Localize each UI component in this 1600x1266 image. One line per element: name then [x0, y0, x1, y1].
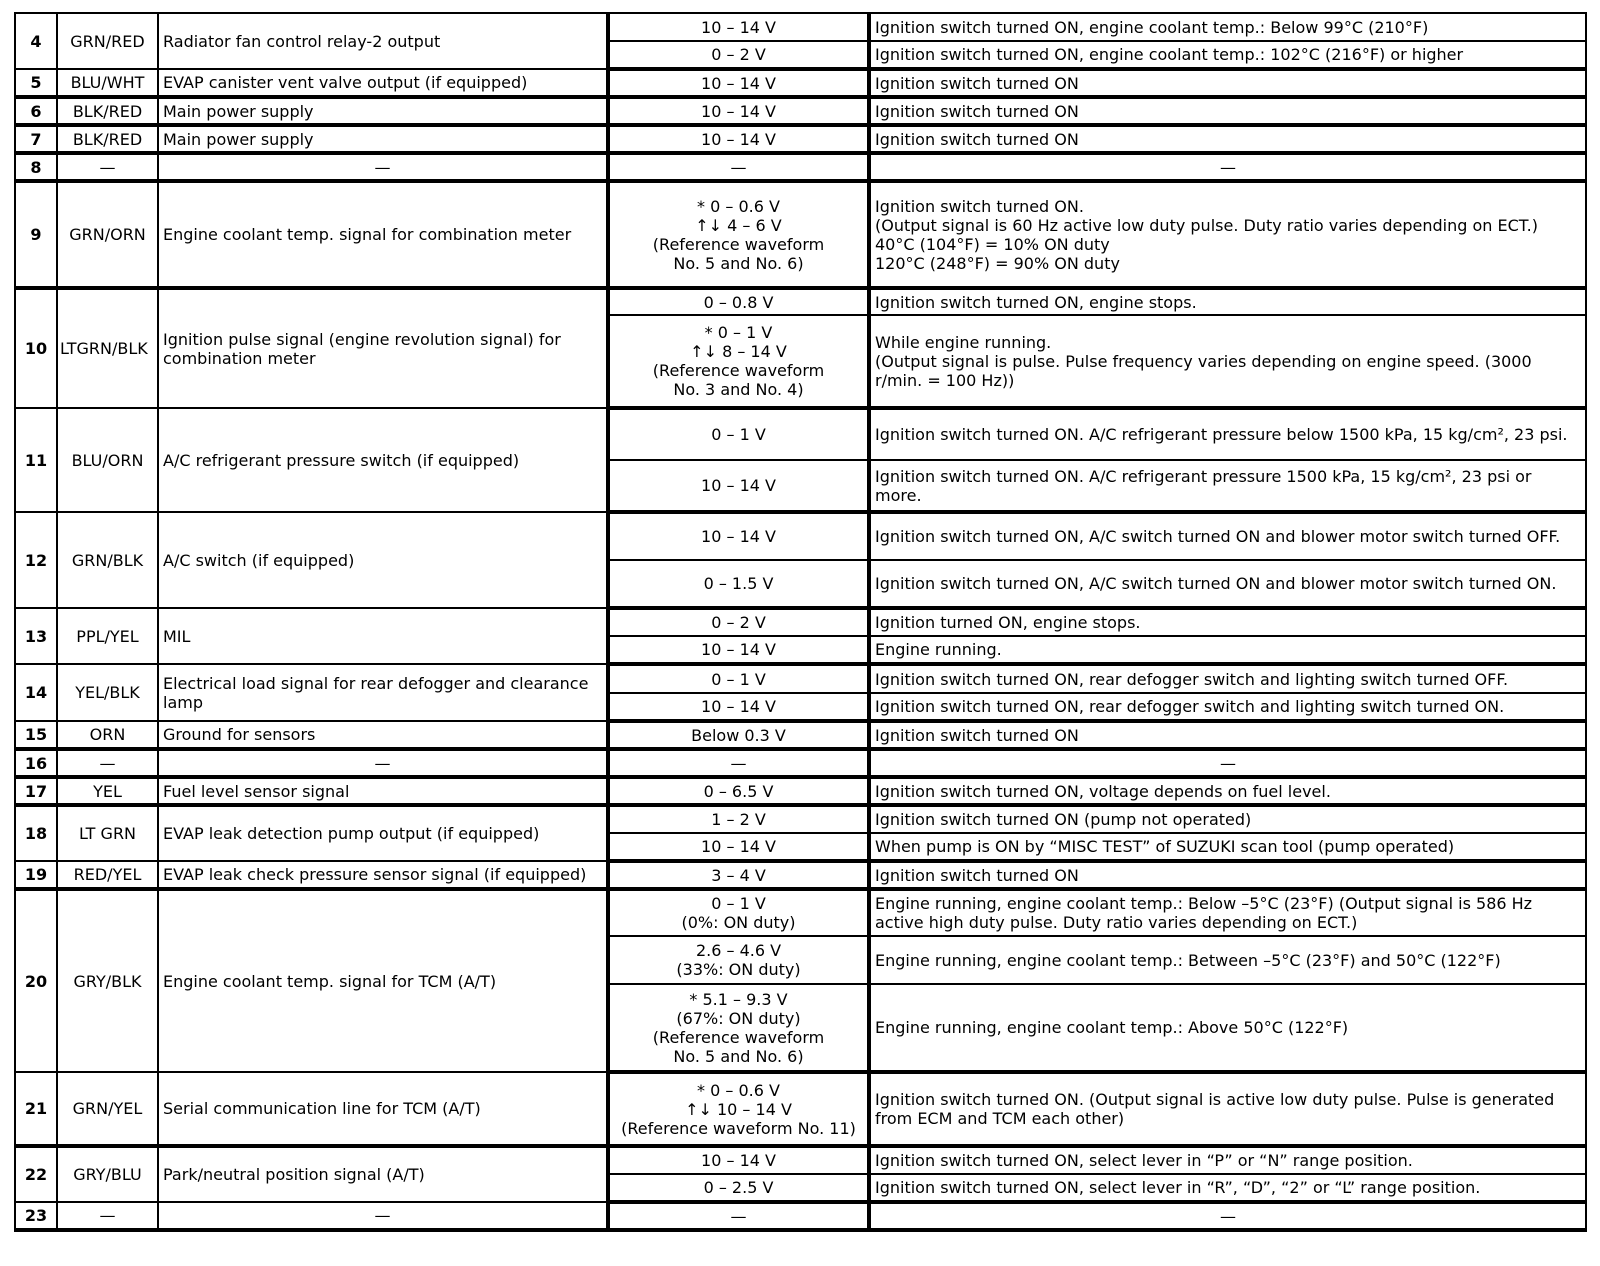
normal-voltage: 10 – 14 V: [608, 1146, 869, 1174]
circuit-description: Park/neutral position signal (A/T): [158, 1146, 608, 1202]
ecm-terminal-table: [14, 12, 1587, 1232]
terminal-number: 7: [15, 125, 57, 153]
table-row: [15, 1202, 1586, 1230]
table-row: [15, 153, 1586, 181]
normal-voltage: —: [608, 153, 869, 181]
normal-voltage: 2.6 – 4.6 V (33%: ON duty): [608, 936, 869, 984]
terminal-number: 18: [15, 805, 57, 861]
wire-color: LTGRN/BLK: [57, 288, 158, 408]
table-row: [15, 861, 1586, 889]
condition: Ignition switch turned ON. A/C refrigerant pressure 1500 kPa, 15 kg/cm², 23 psi or more.: [869, 460, 1586, 512]
table-row: [15, 749, 1586, 777]
condition: When pump is ON by “MISC TEST” of SUZUKI scan tool (pump operated): [869, 833, 1586, 861]
condition: Engine running, engine coolant temp.: Below –5°C (23°F) (Output signal is 586 Hz active high duty pulse. Duty ratio varies depending on ECT.): [869, 889, 1586, 936]
circuit-description: Radiator fan control relay-2 output: [158, 13, 608, 69]
condition: Engine running, engine coolant temp.: Above 50°C (122°F): [869, 984, 1586, 1072]
wire-color: RED/YEL: [57, 861, 158, 889]
condition: Ignition switch turned ON (pump not operated): [869, 805, 1586, 833]
condition: Ignition switch turned ON, A/C switch turned ON and blower motor switch turned OFF.: [869, 512, 1586, 560]
circuit-description: A/C refrigerant pressure switch (if equipped): [158, 408, 608, 512]
wire-color: GRY/BLU: [57, 1146, 158, 1202]
table-row: [15, 181, 1586, 288]
circuit-description: A/C switch (if equipped): [158, 512, 608, 608]
wire-color: —: [57, 1202, 158, 1230]
normal-voltage: 10 – 14 V: [608, 693, 869, 721]
wire-color: BLK/RED: [57, 125, 158, 153]
table-body: [15, 13, 1586, 1230]
table-row: [15, 889, 1586, 936]
normal-voltage: 0 – 2.5 V: [608, 1174, 869, 1202]
circuit-description: Serial communication line for TCM (A/T): [158, 1072, 608, 1146]
condition: —: [869, 749, 1586, 777]
normal-voltage: * 0 – 1 V ↑↓ 8 – 14 V (Reference waveform No. 3 and No. 4): [608, 315, 869, 408]
terminal-number: 5: [15, 69, 57, 97]
condition: Ignition switch turned ON, voltage depends on fuel level.: [869, 777, 1586, 805]
condition: Ignition switch turned ON: [869, 861, 1586, 889]
wire-color: GRN/RED: [57, 13, 158, 69]
condition: Ignition switch turned ON, engine coolant temp.: 102°C (216°F) or higher: [869, 41, 1586, 69]
wire-color: BLK/RED: [57, 97, 158, 125]
condition: Ignition switch turned ON. A/C refrigerant pressure below 1500 kPa, 15 kg/cm², 23 psi.: [869, 408, 1586, 460]
terminal-number: 17: [15, 777, 57, 805]
condition: Ignition switch turned ON, A/C switch turned ON and blower motor switch turned ON.: [869, 560, 1586, 608]
table-row: [15, 608, 1586, 636]
terminal-number: 22: [15, 1146, 57, 1202]
circuit-description: —: [158, 749, 608, 777]
normal-voltage: 10 – 14 V: [608, 97, 869, 125]
normal-voltage: * 0 – 0.6 V ↑↓ 4 – 6 V (Reference waveform No. 5 and No. 6): [608, 181, 869, 288]
table-row: [15, 288, 1586, 315]
wire-color: BLU/ORN: [57, 408, 158, 512]
normal-voltage: 10 – 14 V: [608, 13, 869, 41]
wire-color: —: [57, 749, 158, 777]
table-row: [15, 1146, 1586, 1174]
condition: —: [869, 1202, 1586, 1230]
condition: Ignition switch turned ON: [869, 125, 1586, 153]
table-row: [15, 512, 1586, 560]
circuit-description: Main power supply: [158, 125, 608, 153]
normal-voltage: Below 0.3 V: [608, 721, 869, 749]
table-row: [15, 97, 1586, 125]
normal-voltage: 0 – 1.5 V: [608, 560, 869, 608]
table-row: [15, 805, 1586, 833]
condition: Ignition turned ON, engine stops.: [869, 608, 1586, 636]
normal-voltage: 0 – 0.8 V: [608, 288, 869, 315]
normal-voltage: 3 – 4 V: [608, 861, 869, 889]
terminal-number: 12: [15, 512, 57, 608]
terminal-number: 11: [15, 408, 57, 512]
terminal-number: 15: [15, 721, 57, 749]
wire-color: PPL/YEL: [57, 608, 158, 664]
normal-voltage: 10 – 14 V: [608, 69, 869, 97]
terminal-number: 10: [15, 288, 57, 408]
normal-voltage: —: [608, 1202, 869, 1230]
condition: Ignition switch turned ON: [869, 97, 1586, 125]
terminal-number: 8: [15, 153, 57, 181]
circuit-description: Fuel level sensor signal: [158, 777, 608, 805]
condition: While engine running. (Output signal is pulse. Pulse frequency varies depending on engine speed. (3000 r/min. = 100 Hz)): [869, 315, 1586, 408]
table-row: [15, 125, 1586, 153]
circuit-description: EVAP leak detection pump output (if equipped): [158, 805, 608, 861]
condition: Ignition switch turned ON: [869, 69, 1586, 97]
condition: Ignition switch turned ON, engine stops.: [869, 288, 1586, 315]
terminal-number: 23: [15, 1202, 57, 1230]
normal-voltage: 0 – 6.5 V: [608, 777, 869, 805]
condition: Ignition switch turned ON, select lever in “P” or “N” range position.: [869, 1146, 1586, 1174]
circuit-description: Main power supply: [158, 97, 608, 125]
condition: Ignition switch turned ON, select lever in “R”, “D”, “2” or “L” range position.: [869, 1174, 1586, 1202]
circuit-description: MIL: [158, 608, 608, 664]
condition: —: [869, 153, 1586, 181]
circuit-description: Engine coolant temp. signal for TCM (A/T): [158, 889, 608, 1072]
circuit-description: —: [158, 153, 608, 181]
wire-color: GRN/BLK: [57, 512, 158, 608]
terminal-number: 4: [15, 13, 57, 69]
table-row: [15, 408, 1586, 460]
circuit-description: —: [158, 1202, 608, 1230]
normal-voltage: 10 – 14 V: [608, 460, 869, 512]
normal-voltage: 10 – 14 V: [608, 636, 869, 664]
table-row: [15, 13, 1586, 41]
normal-voltage: * 5.1 – 9.3 V (67%: ON duty) (Reference waveform No. 5 and No. 6): [608, 984, 869, 1072]
terminal-number: 13: [15, 608, 57, 664]
circuit-description: EVAP canister vent valve output (if equipped): [158, 69, 608, 97]
wire-color: YEL: [57, 777, 158, 805]
normal-voltage: 0 – 1 V: [608, 408, 869, 460]
circuit-description: Electrical load signal for rear defogger and clearance lamp: [158, 664, 608, 721]
normal-voltage: 10 – 14 V: [608, 512, 869, 560]
table-row: [15, 1072, 1586, 1146]
terminal-number: 14: [15, 664, 57, 721]
condition: Ignition switch turned ON, rear defogger switch and lighting switch turned ON.: [869, 693, 1586, 721]
table-row: [15, 721, 1586, 749]
normal-voltage: 10 – 14 V: [608, 833, 869, 861]
normal-voltage: 0 – 1 V (0%: ON duty): [608, 889, 869, 936]
table-row: [15, 69, 1586, 97]
wire-color: GRN/YEL: [57, 1072, 158, 1146]
circuit-description: EVAP leak check pressure sensor signal (if equipped): [158, 861, 608, 889]
terminal-number: 20: [15, 889, 57, 1072]
wire-color: LT GRN: [57, 805, 158, 861]
normal-voltage: 0 – 1 V: [608, 664, 869, 693]
normal-voltage: 0 – 2 V: [608, 608, 869, 636]
normal-voltage: * 0 – 0.6 V ↑↓ 10 – 14 V (Reference waveform No. 11): [608, 1072, 869, 1146]
condition: Engine running.: [869, 636, 1586, 664]
condition: Ignition switch turned ON, engine coolant temp.: Below 99°C (210°F): [869, 13, 1586, 41]
terminal-number: 16: [15, 749, 57, 777]
wire-color: ORN: [57, 721, 158, 749]
wire-color: BLU/WHT: [57, 69, 158, 97]
wire-color: GRN/ORN: [57, 181, 158, 288]
terminal-number: 21: [15, 1072, 57, 1146]
wire-color: GRY/BLK: [57, 889, 158, 1072]
terminal-number: 6: [15, 97, 57, 125]
circuit-description: Ignition pulse signal (engine revolution signal) for combination meter: [158, 288, 608, 408]
normal-voltage: 0 – 2 V: [608, 41, 869, 69]
normal-voltage: 1 – 2 V: [608, 805, 869, 833]
condition: Ignition switch turned ON. (Output signal is active low duty pulse. Pulse is generated from ECM and TCM each other): [869, 1072, 1586, 1146]
table-row: [15, 777, 1586, 805]
circuit-description: Engine coolant temp. signal for combination meter: [158, 181, 608, 288]
wire-color: YEL/BLK: [57, 664, 158, 721]
condition: Engine running, engine coolant temp.: Between –5°C (23°F) and 50°C (122°F): [869, 936, 1586, 984]
circuit-description: Ground for sensors: [158, 721, 608, 749]
terminal-number: 9: [15, 181, 57, 288]
table-row: [15, 664, 1586, 693]
terminal-number: 19: [15, 861, 57, 889]
condition: Ignition switch turned ON: [869, 721, 1586, 749]
condition: Ignition switch turned ON, rear defogger switch and lighting switch turned OFF.: [869, 664, 1586, 693]
normal-voltage: 10 – 14 V: [608, 125, 869, 153]
wire-color: —: [57, 153, 158, 181]
condition: Ignition switch turned ON. (Output signal is 60 Hz active low duty pulse. Duty ratio varies depending on ECT.) 40°C (104°F) = 10% ON duty 120°C (248°F) = 90% ON duty: [869, 181, 1586, 288]
normal-voltage: —: [608, 749, 869, 777]
